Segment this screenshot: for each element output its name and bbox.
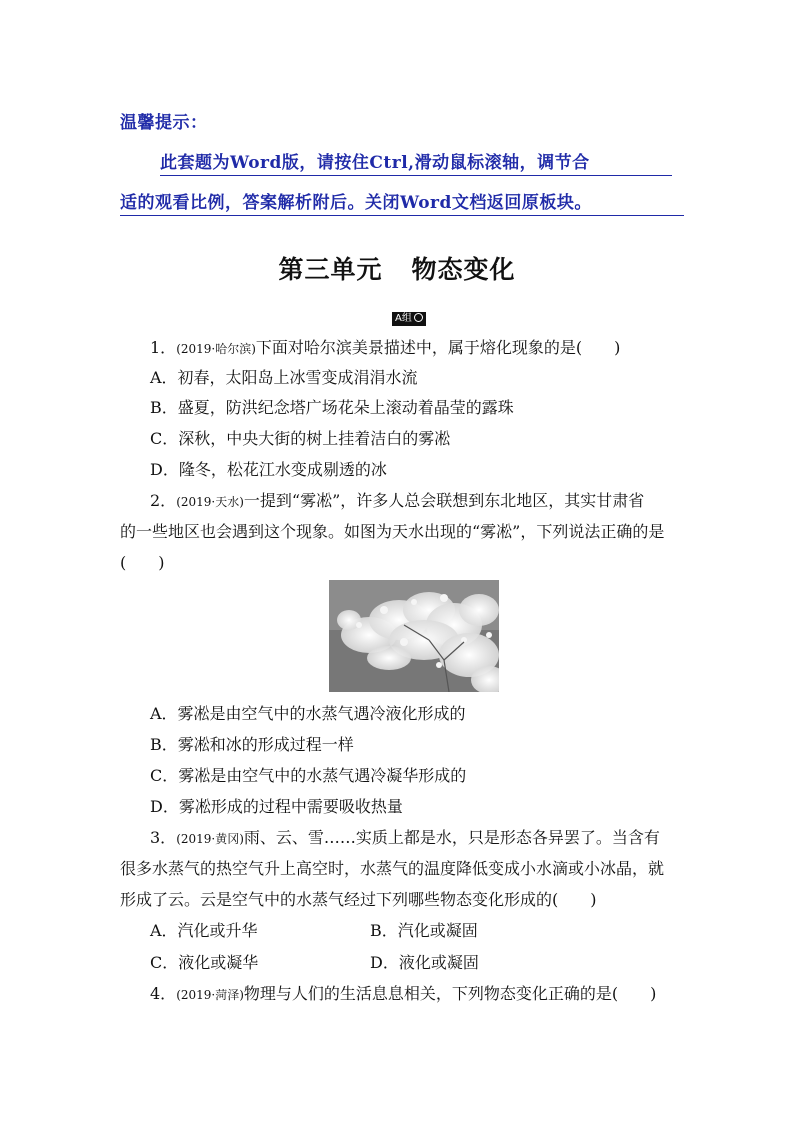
notice-heading: 温馨提示： — [120, 113, 208, 133]
q3-option-c: C．液化或凝华 — [150, 953, 259, 972]
q2-source: (2019·天水) — [176, 495, 244, 509]
q2-stem-line-2: 的一些地区也会遇到这个现象。如图为天水出现的“雾凇”，下列说法正确的是 — [120, 522, 665, 541]
q4-stem — [150, 984, 656, 1005]
group-badge — [392, 312, 426, 326]
q2-stem-line-3: ( ) — [120, 553, 165, 572]
q1-source: (2019·哈尔滨) — [176, 342, 256, 356]
q4-number: 4． — [150, 984, 177, 1003]
q2-option-d: D．雾凇形成的过程中需要吸收热量 — [150, 797, 403, 816]
q3-number: 3． — [150, 828, 177, 847]
q3-option-d: D．液化或凝固 — [370, 953, 479, 972]
q2-option-a: A．雾凇是由空气中的水蒸气遇冷液化形成的 — [150, 704, 466, 723]
q2-text-1: 一提到“雾凇”，许多人总会联想到东北地区，其实甘肃省 — [243, 491, 645, 510]
q1-option-d: D．隆冬，松花江水变成剔透的冰 — [150, 460, 387, 479]
q3-stem-line-2: 很多水蒸气的热空气升上高空时，水蒸气的温度降低变成小水滴或小冰晶，就 — [120, 859, 665, 878]
q1-text: 下面对哈尔滨美景描述中，属于熔化现象的是( ) — [255, 338, 621, 357]
rime-tree-illustration — [329, 580, 499, 692]
magnifier-icon — [414, 313, 423, 322]
q1-stem — [150, 338, 620, 359]
group-badge-label: A组 — [395, 313, 412, 324]
notice-line-1: 此套题为Word版，请按住Ctrl,滑动鼠标滚轴，调节合 — [160, 148, 672, 176]
q1-number: 1． — [150, 338, 177, 357]
q3-source: (2019·黄冈) — [176, 832, 244, 846]
q2-number: 2． — [150, 491, 177, 510]
page-title: 第三单元 物态变化 — [278, 255, 516, 284]
q1-option-b: B．盛夏，防洪纪念塔广场花朵上滚动着晶莹的露珠 — [150, 398, 514, 417]
q3-stem-line-1 — [150, 828, 660, 849]
q3-option-b: B．汽化或凝固 — [370, 921, 478, 940]
q3-text-1: 雨、云、雪……实质上都是水，只是形态各异罢了。当含有 — [243, 828, 660, 847]
q2-option-b: B．雾凇和冰的形成过程一样 — [150, 735, 354, 754]
q3-option-a: A．汽化或升华 — [150, 921, 258, 940]
q1-option-c: C．深秋，中央大街的树上挂着洁白的雾凇 — [150, 429, 451, 448]
q4-text: 物理与人们的生活息息相关，下列物态变化正确的是( ) — [243, 984, 657, 1003]
q2-stem-line-1 — [150, 491, 644, 512]
notice-line-2: 适的观看比例，答案解析附后。关闭Word文档返回原板块。 — [120, 188, 684, 216]
rime-tree-photo — [329, 580, 499, 692]
q4-source: (2019·菏泽) — [176, 988, 244, 1002]
q3-stem-line-3: 形成了云。云是空气中的水蒸气经过下列哪些物态变化形成的( ) — [120, 890, 597, 909]
q2-option-c: C．雾凇是由空气中的水蒸气遇冷凝华形成的 — [150, 766, 467, 785]
q1-option-a: A．初春，太阳岛上冰雪变成涓涓水流 — [150, 368, 418, 387]
